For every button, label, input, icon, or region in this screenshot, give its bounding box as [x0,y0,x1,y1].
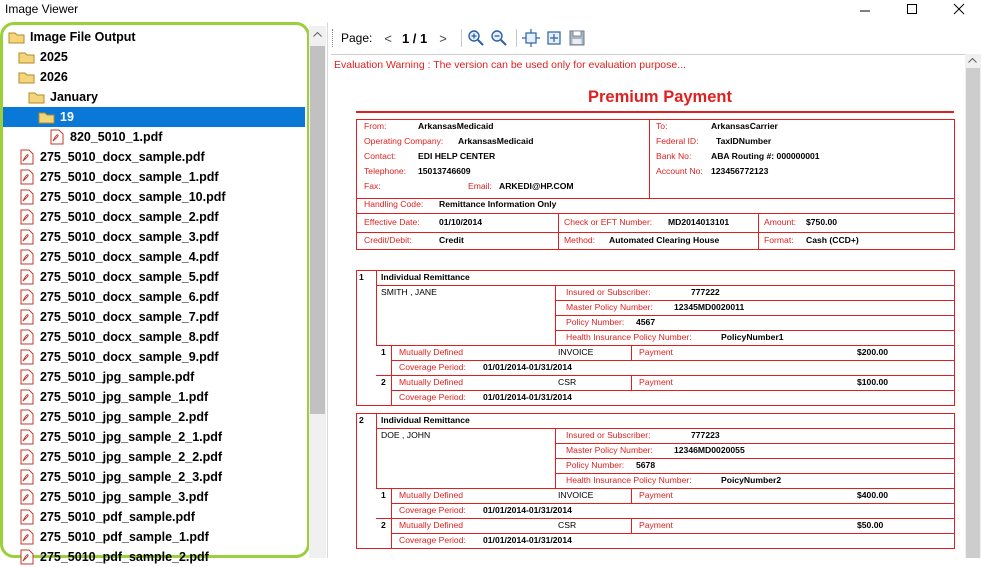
pdf-file-icon [18,389,36,405]
pdf-file-icon [18,249,36,265]
tree-folder-2025[interactable] [18,47,320,67]
tree-scrollbar[interactable] [309,26,326,558]
fit-width-button[interactable] [544,28,564,48]
payment-label: Payment [639,377,673,387]
tree-folder-january[interactable] [28,87,330,107]
prev-page-button[interactable]: < [384,30,392,46]
pdf-file-icon [18,289,36,305]
remittance-rule [555,443,955,444]
tree-folder-label: 2026 [40,70,68,84]
mutually-defined-label: Mutually Defined [399,490,464,500]
payment-value: $200.00 [857,347,889,357]
folder-open-icon [28,89,46,105]
operating-company-value: ArkansasMedicaid [458,136,534,146]
policy-value: 4567 [636,317,656,327]
remittance-name: DOE , JOHN [381,430,431,440]
tree-file-label: 275_5010_jpg_sample_2_1.pdf [40,430,223,444]
tree-scrollbar-thumb[interactable] [310,46,325,414]
coverage-period-value: 01/01/2014-01/31/2014 [483,362,572,372]
pdf-file-icon [18,309,36,325]
zoom-in-button[interactable] [466,28,486,48]
master-policy-label: Master Policy Number: [566,445,653,455]
tree-file-item[interactable] [18,407,320,427]
tree-folder-2026[interactable] [18,67,320,87]
remittance-number: 1 [359,272,364,282]
master-policy-value: 12346MD0020055 [674,445,745,455]
document-viewer [331,54,965,558]
folder-icon [18,49,36,65]
folder-open-icon [8,29,26,45]
contact-value: EDI HELP CENTER [418,151,496,161]
window-title: Image Viewer [5,2,79,16]
effective-date-label: Effective Date: [364,217,420,227]
tree-folder-19[interactable] [3,107,305,127]
maximize-button[interactable] [895,0,929,18]
line-rule [376,548,955,549]
tree-file-item[interactable] [48,127,350,147]
header-rule [356,213,955,214]
tree-file-label: 275_5010_pdf_sample_1.pdf [40,530,209,544]
payment-label: Payment [639,347,673,357]
tree-file-item[interactable] [18,307,320,327]
coverage-period-label: Coverage Period: [399,505,466,515]
tree-folder-label: 2025 [40,50,68,64]
header-divider [758,213,759,250]
fit-width-icon [545,29,563,47]
minimize-button[interactable] [848,0,882,18]
mutually-defined-label: Mutually Defined [399,347,464,357]
tree-file-label: 275_5010_pdf_sample_2.pdf [40,550,209,564]
policy-label: Policy Number: [566,460,625,470]
check-eft-value: MD2014013101 [668,217,730,227]
format-value: Cash (CCD+) [806,235,859,245]
payment-value: $400.00 [857,490,889,500]
email-value: ARKEDI@HP.COM [499,181,574,191]
remittance-heading: Individual Remittance [381,272,470,282]
remittance-rule [555,315,955,316]
maximize-icon [906,3,918,15]
close-icon [953,3,965,15]
insured-value: 777223 [691,430,720,440]
tree-file-item[interactable] [18,527,320,547]
policy-label: Policy Number: [566,317,625,327]
method-value: Automated Clearing House [609,235,720,245]
tree-file-item[interactable] [18,187,320,207]
pdf-file-icon [18,429,36,445]
amount-value: $750.00 [806,217,838,227]
line-divider [631,488,632,503]
tree-file-item[interactable] [18,287,320,307]
tree-file-item[interactable] [18,227,320,247]
pdf-file-icon [18,549,36,565]
tree-file-label: 275_5010_docx_sample_7.pdf [40,310,219,324]
coverage-period-label: Coverage Period: [399,392,466,402]
remittance-divider [376,413,377,489]
federal-id-value: TaxIDNumber [716,136,772,146]
tree-file-label: 275_5010_docx_sample_5.pdf [40,270,219,284]
line-rule [391,503,955,504]
toolbar-separator [461,29,462,47]
mutually-defined-label: Mutually Defined [399,520,464,530]
tree-file-item[interactable] [18,347,320,367]
tree-file-label: 275_5010_docx_sample_8.pdf [40,330,219,344]
coverage-period-value: 01/01/2014-01/31/2014 [483,392,572,402]
document-scrollbar-thumb[interactable] [966,68,980,558]
line-rule [376,518,955,519]
tree-file-label: 275_5010_jpg_sample_2_2.pdf [40,450,223,464]
to-value: ArkansasCarrier [711,121,778,131]
payment-label: Payment [639,520,673,530]
tree-file-item[interactable] [18,207,320,227]
save-button[interactable] [567,28,587,48]
pdf-file-icon [18,369,36,385]
line-divider [631,518,632,533]
operating-company-label: Operating Company: [364,136,444,146]
document-title: Premium Payment [588,88,732,106]
fit-page-icon [522,29,540,47]
to-label: To: [656,121,668,131]
tree-file-label: 275_5010_jpg_sample_1.pdf [40,390,209,404]
tree-file-item[interactable] [18,167,320,187]
header-divider [558,213,559,250]
insured-label: Insured or Subscriber: [566,430,651,440]
remittance-rule [376,428,955,429]
line-rule [391,390,955,391]
remittance-heading: Individual Remittance [381,415,470,425]
toolbar-separator [516,29,517,47]
telephone-value: 15013746609 [418,166,471,176]
effective-date-value: 01/10/2014 [439,217,483,227]
tree-folder-label: January [50,90,98,104]
telephone-label: Telephone: [364,166,407,176]
master-policy-label: Master Policy Number: [566,302,653,312]
tree-folder-label: Image File Output [30,30,136,44]
payment-label: Payment [639,490,673,500]
coverage-period-label: Coverage Period: [399,535,466,545]
line-number: 1 [381,490,386,500]
line-number: 1 [381,347,386,357]
pdf-file-icon [18,269,36,285]
evaluation-warning: Evaluation Warning : The version can be used only for evaluation purpose... [334,59,686,71]
tree-file-item[interactable] [18,547,320,567]
remittance-number: 2 [359,415,364,425]
from-label: From: [364,121,387,131]
line-divider [631,375,632,390]
account-no-value: 123456772123 [711,166,769,176]
tree-file-label: 275_5010_pdf_sample.pdf [40,510,195,524]
check-eft-label: Check or EFT Number: [564,217,653,227]
format-label: Format: [764,235,794,245]
line-number: 2 [381,377,386,387]
title-bar [0,0,981,18]
hip-value: PolicyNumber1 [721,332,784,342]
tree-file-label: 275_5010_docx_sample_10.pdf [40,190,226,204]
zoom-out-button[interactable] [489,28,509,48]
bank-no-label: Bank No: [656,151,692,161]
tree-file-item[interactable] [18,327,320,347]
page-label: Page: [341,31,373,45]
pane-splitter[interactable] [327,22,328,558]
minimize-icon [859,3,871,15]
line-rule [376,405,955,406]
pdf-file-icon [18,349,36,365]
tree-file-label: 275_5010_docx_sample_6.pdf [40,290,219,304]
credit-debit-label: Credit/Debit: [364,235,412,245]
remittance-rule [376,285,955,286]
header-rule [356,232,955,233]
toolbar-grip [332,29,335,47]
scroll-up-icon[interactable] [968,57,977,63]
pdf-file-icon [48,129,66,145]
pdf-file-icon [18,469,36,485]
remittance-divider [376,270,377,346]
method-label: Method: [564,235,596,245]
remittance-rule [555,458,955,459]
pdf-file-icon [18,509,36,525]
remittance-rule [555,330,955,331]
insured-value: 777222 [691,287,720,297]
pdf-file-icon [18,529,36,545]
title-rule [356,111,954,113]
close-button[interactable] [942,0,976,18]
tree-folder-label: 19 [60,110,74,124]
tree-file-label: 275_5010_docx_sample_9.pdf [40,350,219,364]
tree-file-item[interactable] [18,467,320,487]
mutually-defined-value: CSR [558,377,577,387]
tree-file-label: 275_5010_jpg_sample.pdf [40,370,195,384]
zoom-in-icon [467,29,485,47]
remittance-rule [555,473,955,474]
tree-file-item[interactable] [18,267,320,287]
save-icon [568,29,586,47]
coverage-period-value: 01/01/2014-01/31/2014 [483,505,572,515]
bank-no-value: ABA Routing #: 000000001 [711,151,820,161]
fit-page-button[interactable] [521,28,541,48]
pdf-file-icon [18,329,36,345]
line-rule [391,360,955,361]
pdf-file-icon [18,149,36,165]
coverage-period-value: 01/01/2014-01/31/2014 [483,535,572,545]
remittance-rule [376,488,955,489]
document-scrollbar[interactable] [965,54,981,558]
tree-file-label: 275_5010_docx_sample_3.pdf [40,230,219,244]
contact-label: Contact: [364,151,397,161]
credit-debit-value: Credit [439,235,464,245]
tree-file-item[interactable] [18,427,320,447]
tree-folder-root[interactable] [8,27,310,47]
hip-value: PoicyNumber2 [721,475,782,485]
tree-file-label: 275_5010_jpg_sample_2.pdf [40,410,209,424]
tree-file-item[interactable] [18,487,320,507]
remittance-name: SMITH , JANE [381,287,437,297]
folder-open-icon [18,69,36,85]
next-page-button[interactable]: > [439,30,447,46]
pdf-file-icon [18,189,36,205]
mutually-defined-value: CSR [558,520,577,530]
tree-file-label: 275_5010_jpg_sample_3.pdf [40,490,209,504]
tree-file-label: 275_5010_docx_sample_2.pdf [40,210,219,224]
line-rule [391,533,955,534]
remittance-rule [555,300,955,301]
remittance-rule [376,345,955,346]
policy-value: 5678 [636,460,656,470]
zoom-out-icon [490,29,508,47]
pdf-file-icon [18,449,36,465]
master-policy-value: 12345MD0020011 [674,302,745,312]
handling-code-label: Handling Code: [364,199,424,209]
from-value: ArkansasMedicaid [418,121,494,131]
fax-label: Fax: [364,181,381,191]
pdf-file-icon [18,209,36,225]
tree-file-item[interactable] [18,447,320,467]
federal-id-label: Federal ID: [656,136,699,146]
email-label: Email: [468,181,492,191]
pdf-file-icon [18,409,36,425]
tree-file-label: 275_5010_docx_sample_1.pdf [40,170,219,184]
hip-label: Health Insurance Policy Number: [566,332,692,342]
tree-file-label: 275_5010_docx_sample_4.pdf [40,250,219,264]
folder-open-icon [38,109,56,125]
tree-file-label: 820_5010_1.pdf [70,130,163,144]
mutually-defined-label: Mutually Defined [399,377,464,387]
coverage-period-label: Coverage Period: [399,362,466,372]
tree-file-item[interactable] [18,507,320,527]
tree-file-item[interactable] [18,247,320,267]
mutually-defined-value: INVOICE [558,347,594,357]
account-no-label: Account No: [656,166,703,176]
line-number: 2 [381,520,386,530]
tree-file-item[interactable] [18,367,320,387]
scroll-up-icon[interactable] [313,31,322,37]
payment-value: $100.00 [857,377,889,387]
pdf-file-icon [18,169,36,185]
header-divider [649,119,650,199]
handling-code-value: Remittance Information Only [439,199,557,209]
viewer-toolbar [330,24,981,52]
mutually-defined-value: INVOICE [558,490,594,500]
pdf-file-icon [18,489,36,505]
tree-file-label: 275_5010_jpg_sample_2_3.pdf [40,470,223,484]
file-tree [3,25,305,564]
hip-label: Health Insurance Policy Number: [566,475,692,485]
page-indicator: 1 / 1 [401,30,428,46]
line-divider [631,345,632,360]
payment-value: $50.00 [857,520,884,530]
insured-label: Insured or Subscriber: [566,287,651,297]
amount-label: Amount: [764,217,797,227]
tree-file-label: 275_5010_docx_sample.pdf [40,150,205,164]
file-tree-panel [0,22,310,564]
line-rule [376,375,955,376]
pdf-file-icon [18,229,36,245]
tree-file-item[interactable] [18,147,320,167]
tree-file-item[interactable] [18,387,320,407]
